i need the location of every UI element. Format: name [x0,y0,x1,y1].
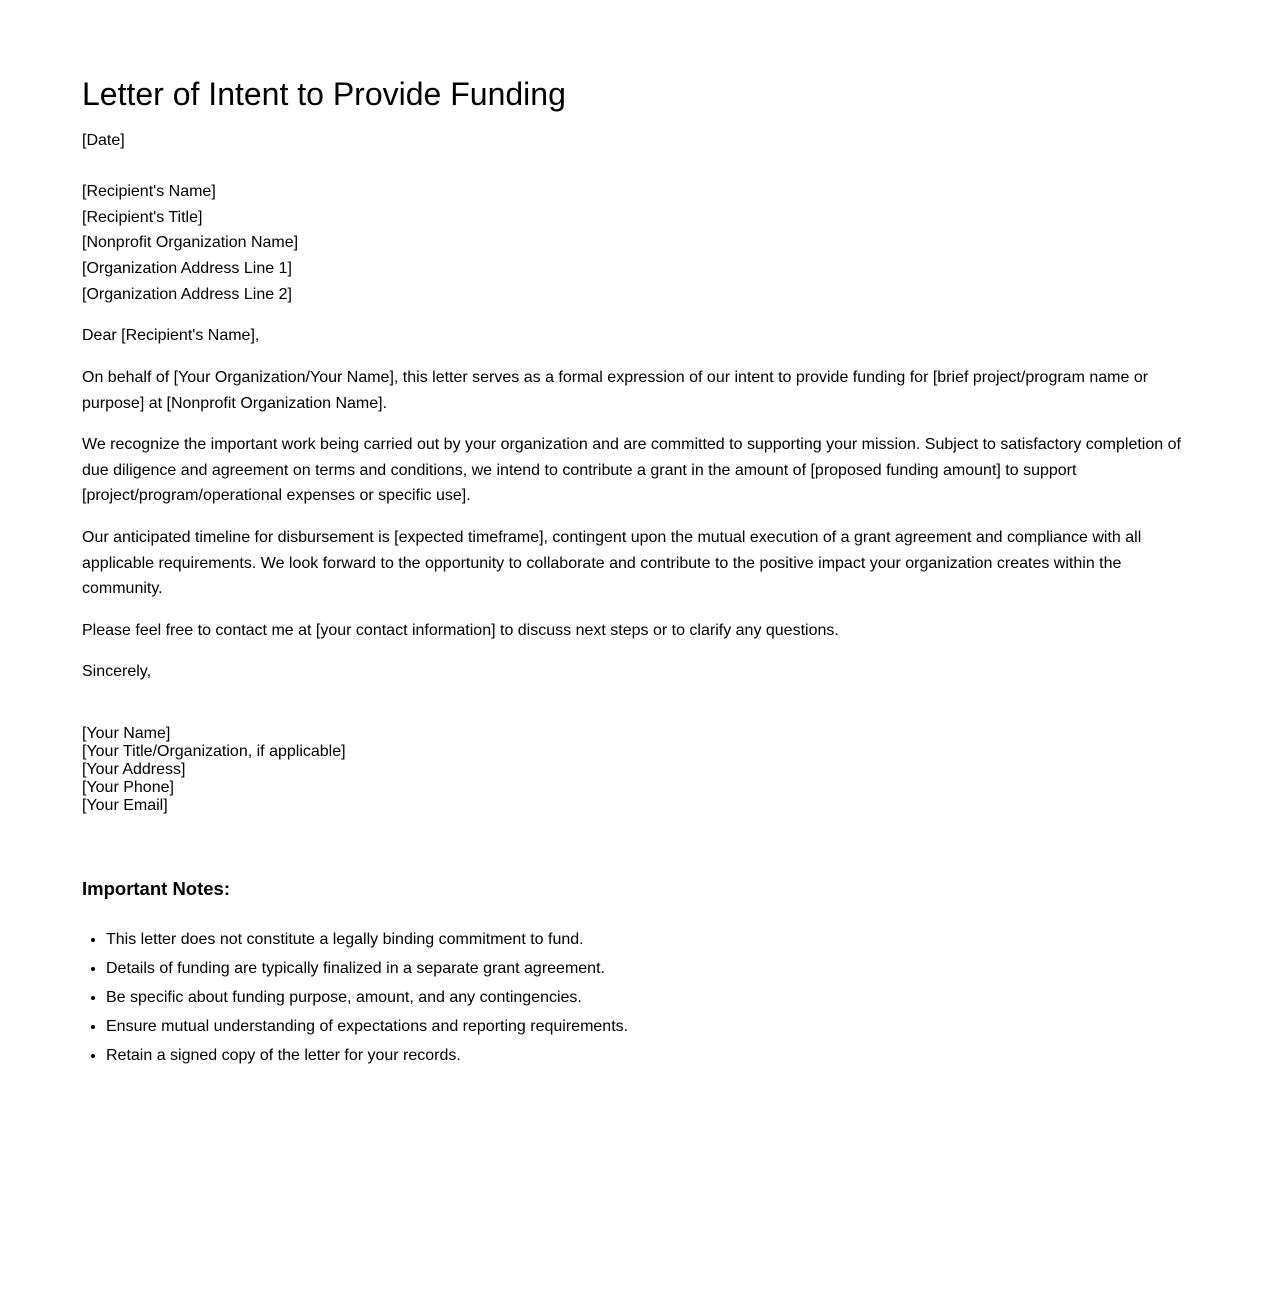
closing: Sincerely, [82,663,152,680]
recipient-address-line-2: [Organization Address Line 2] [82,286,292,303]
recipient-address-line-1: [Organization Address Line 1] [82,260,292,277]
body-paragraph: Please feel free to contact me at [your contact information] to discuss next steps or to clarify any questions. [82,622,839,639]
body-paragraph: Our anticipated timeline for disbursement is [expected timeframe], contingent upon the mutual execution of a grant agreement and compliance with all applicable requirements. We look forward to the opportunity to collaborate and contribute to the positive impact your organization creates within the community. [82,529,1142,598]
list-item: • Retain a signed copy of the letter for your records. [106,1046,628,1066]
list-item: • Be specific about funding purpose, amount, and any contingencies. [106,988,628,1008]
body-paragraph: We recognize the important work being carried out by your organization and are committed to supporting your mission. Subject to satisfactory completion of due diligence and agreement on terms and conditions, we intend to contribute a grant in the amount of [proposed funding amount] to support [project/program/operational expenses or specific use]. [82,436,1181,505]
signature-address: [Your Address] [82,761,186,778]
signature-title-org: [Your Title/Organization, if applicable] [82,743,346,760]
recipient-organization: [Nonprofit Organization Name] [82,234,299,251]
list-item: • Ensure mutual understanding of expectations and reporting requirements. [106,1017,628,1037]
list-item: • Details of funding are typically finalized in a separate grant agreement. [106,959,628,979]
recipient-title: [Recipient's Title] [82,209,203,226]
signature-name: [Your Name] [82,725,171,742]
signature-email: [Your Email] [82,797,168,814]
letter-date: [Date] [82,132,125,149]
signature-phone: [Your Phone] [82,779,174,796]
body-paragraph: On behalf of [Your Organization/Your Name], this letter serves as a formal expression of our intent to provide funding for [brief project/program name or purpose] at [Nonprofit Organization Name]. [82,369,1149,412]
notes-heading: Important Notes: [82,878,230,899]
notes-list [82,930,628,1075]
page-title: Letter of Intent to Provide Funding [82,76,566,112]
salutation: Dear [Recipient's Name], [82,327,260,344]
recipient-name: [Recipient's Name] [82,183,216,200]
list-item: • This letter does not constitute a legally binding commitment to fund. [106,930,628,950]
